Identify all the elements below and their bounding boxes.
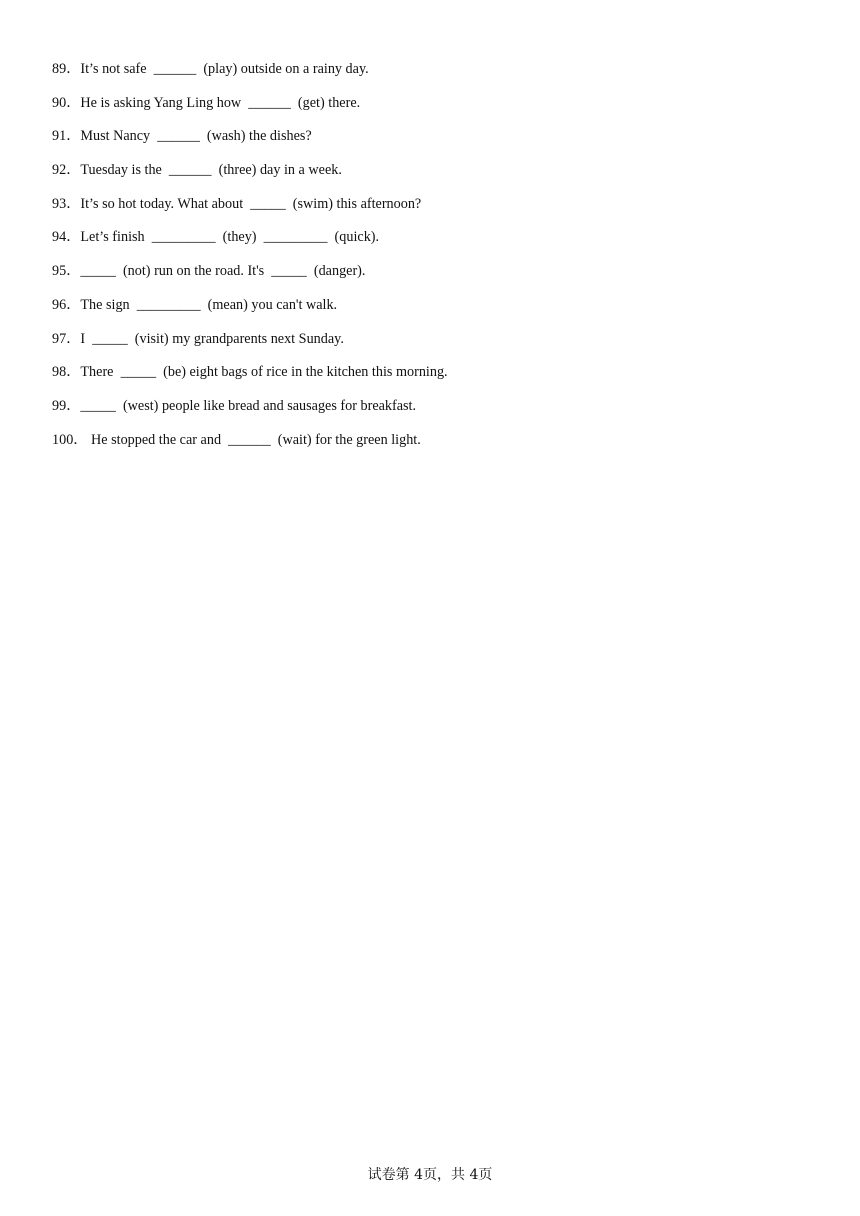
question-item bbox=[52, 261, 812, 295]
question-item bbox=[52, 59, 812, 93]
question-text: Let’s finish _________ (they) _________ (quick). bbox=[80, 229, 380, 246]
question-text: Must Nancy ______ (wash) the dishes? bbox=[80, 128, 312, 145]
question-number: 94． bbox=[52, 229, 81, 246]
question-number: 95． bbox=[52, 263, 81, 280]
question-number: 99． bbox=[52, 397, 81, 414]
question-number: 93． bbox=[52, 195, 81, 212]
question-text: He is asking Yang Ling how ______ (get) there. bbox=[80, 94, 361, 111]
question-item bbox=[52, 362, 812, 396]
question-text: I _____ (visit) my grandparents next Sunday. bbox=[80, 330, 344, 347]
question-text: It’s so hot today. What about _____ (swim) this afternoon? bbox=[80, 195, 422, 212]
question-text: He stopped the car and ______ (wait) for the green light. bbox=[87, 431, 421, 448]
question-item bbox=[52, 160, 812, 194]
question-item bbox=[52, 227, 812, 261]
question-item bbox=[52, 396, 812, 430]
question-item bbox=[52, 295, 812, 329]
question-item bbox=[52, 194, 812, 228]
question-item bbox=[52, 430, 812, 464]
question-item bbox=[52, 329, 812, 363]
question-text: The sign _________ (mean) you can't walk. bbox=[80, 296, 338, 313]
page-footer: 试卷第 4页，共 4页 bbox=[367, 1167, 493, 1183]
question-text: It’s not safe ______ (play) outside on a rainy day. bbox=[80, 61, 369, 77]
question-text: There _____ (be) eight bags of rice in the kitchen this morning. bbox=[80, 364, 448, 381]
question-number: 92． bbox=[52, 162, 81, 179]
question-number: 96． bbox=[52, 296, 81, 313]
question-number: 91． bbox=[52, 128, 81, 145]
question-number: 98． bbox=[52, 364, 81, 381]
question-item bbox=[52, 93, 812, 127]
question-item bbox=[52, 126, 812, 160]
question-number: 89． bbox=[52, 61, 81, 77]
question-list bbox=[52, 59, 812, 463]
question-text: _____ (west) people like bread and sausages for breakfast. bbox=[80, 397, 417, 414]
question-number: 97． bbox=[52, 330, 81, 347]
question-text: Tuesday is the ______ (three) day in a week. bbox=[80, 162, 342, 179]
question-number: 100． bbox=[52, 431, 88, 448]
question-number: 90． bbox=[52, 94, 81, 111]
question-text: _____ (not) run on the road. It's _____ (danger). bbox=[80, 263, 366, 280]
